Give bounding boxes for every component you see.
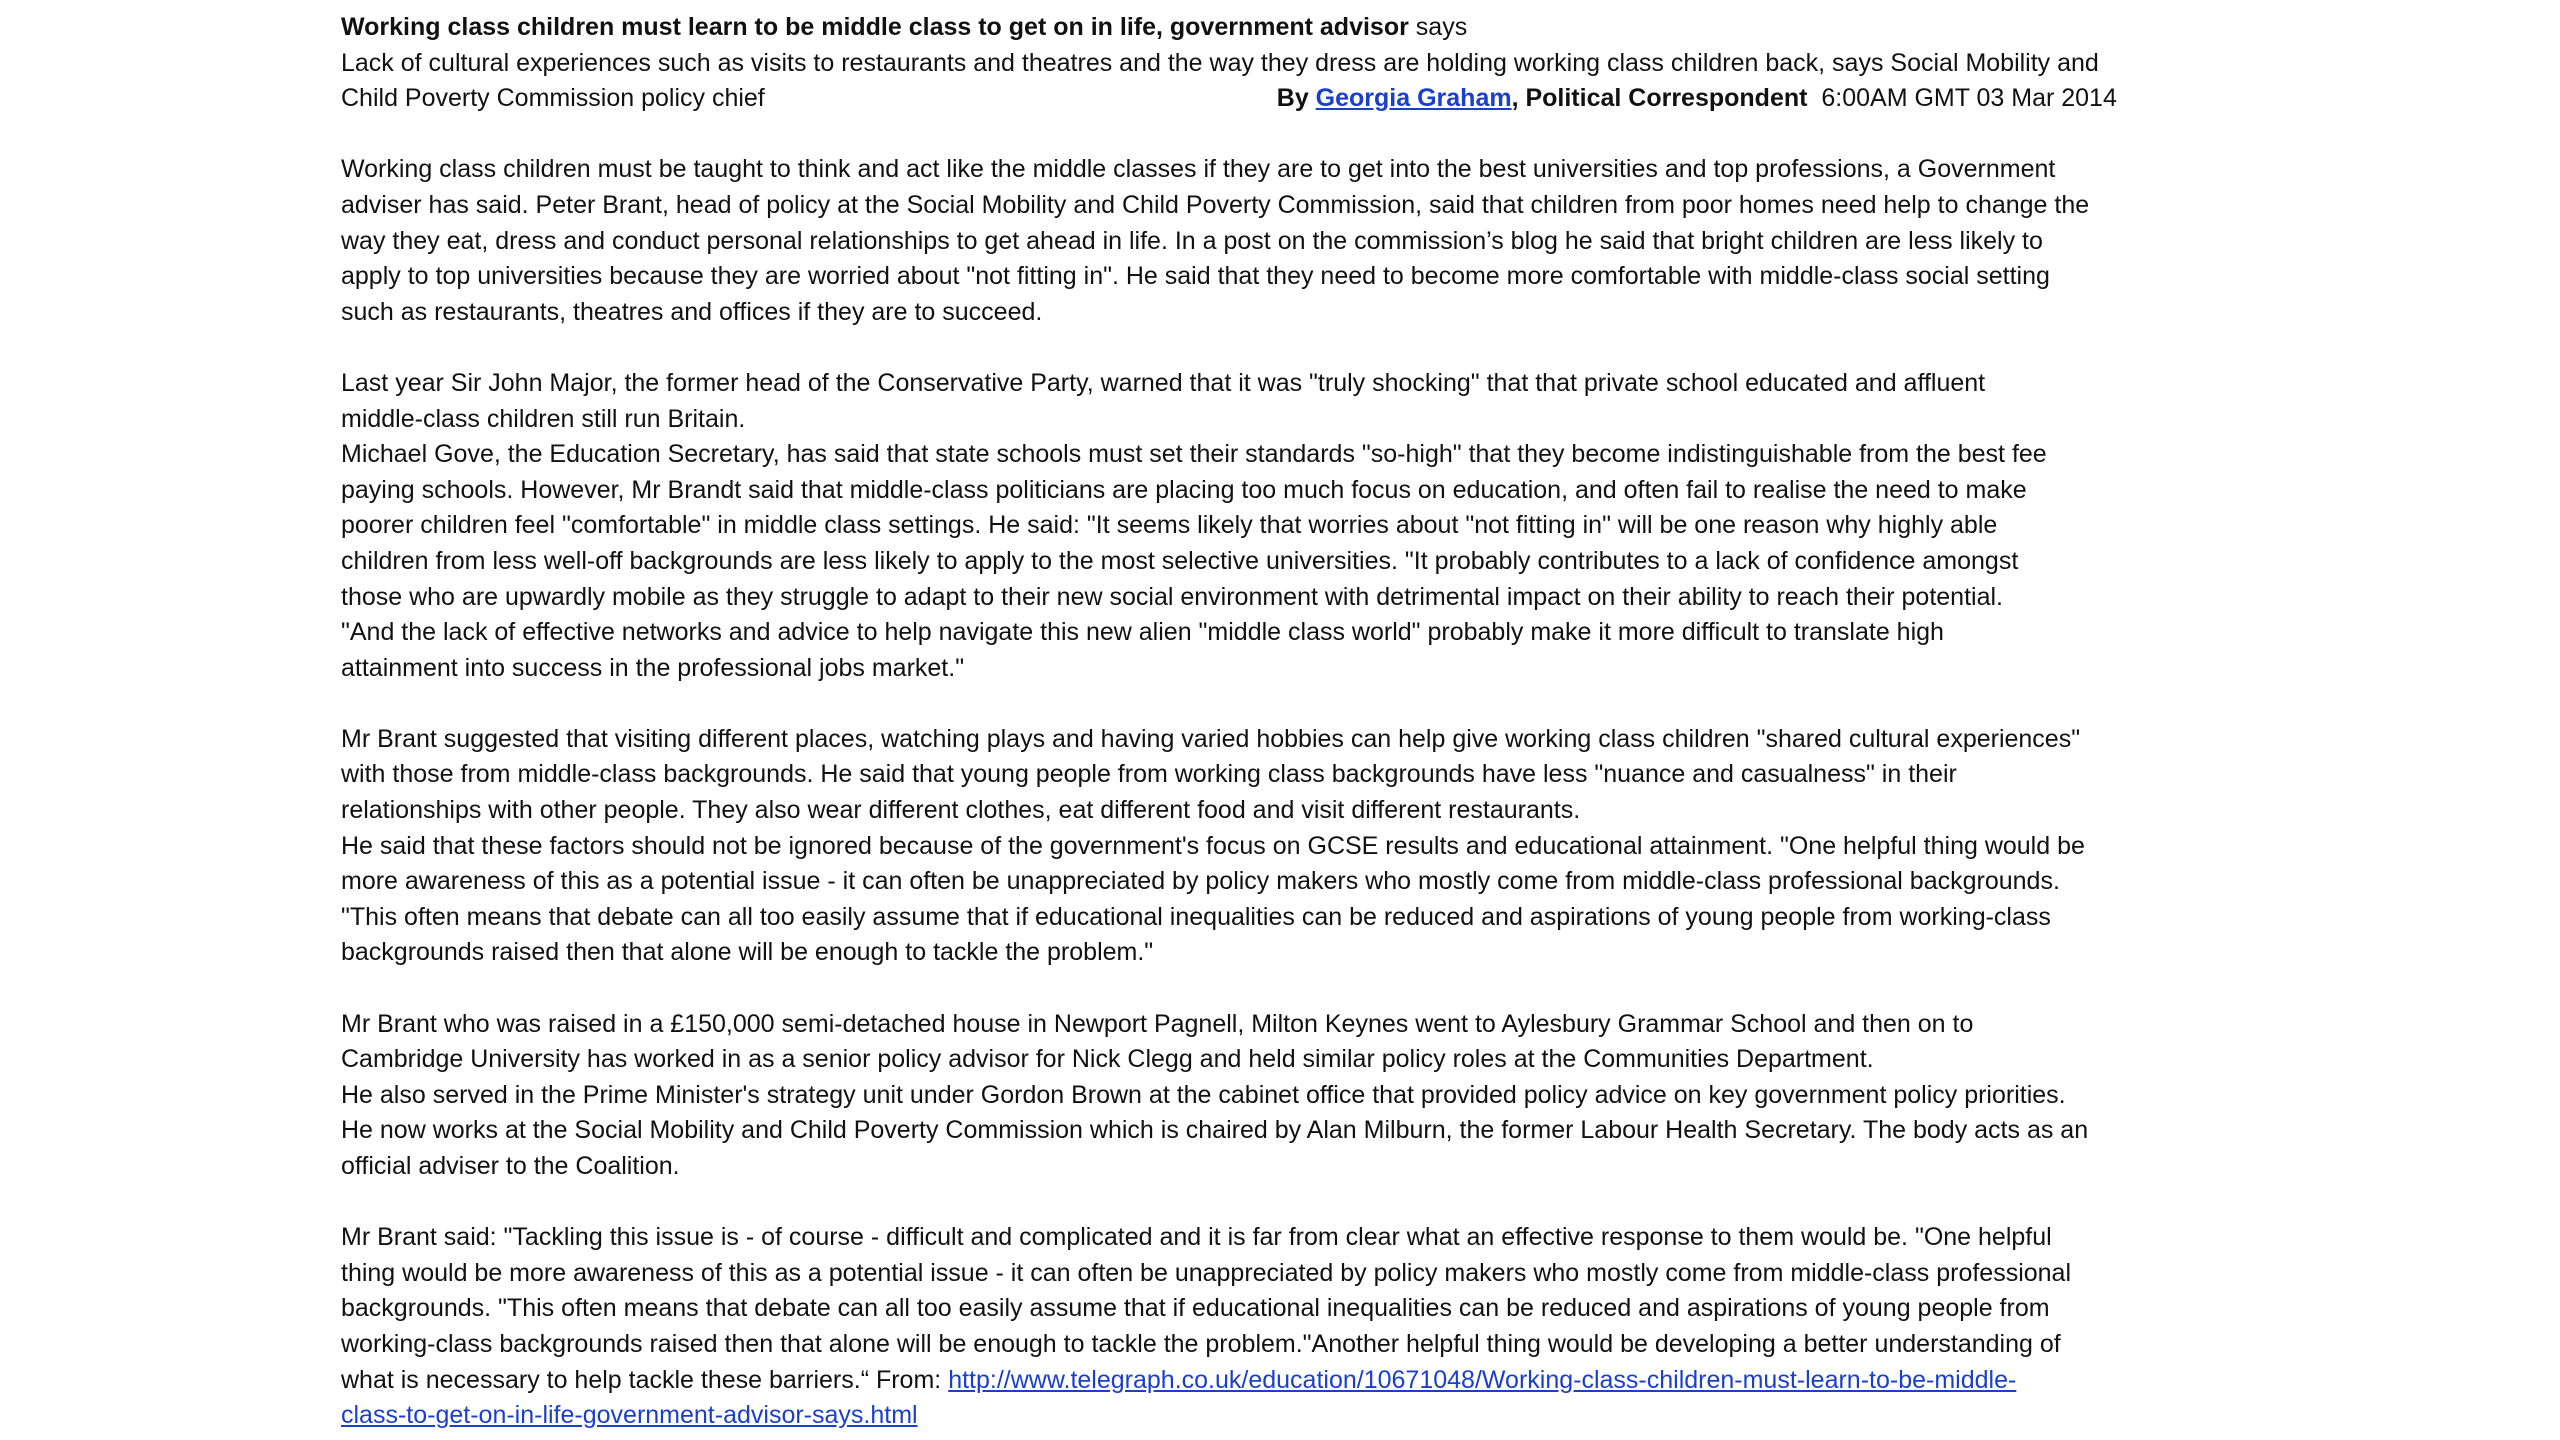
body-line: official adviser to the Coalition. — [341, 1152, 680, 1180]
body-line: "And the lack of effective networks and advice to help navigate this new alien "middle class world" probably make it more difficult to translate high — [341, 618, 1944, 647]
body-line: "This often means that debate can all too easily assume that if educational inequalities can be reduced and aspirations of young people from working-class — [341, 902, 2051, 931]
paragraph-4 — [341, 1007, 2251, 1185]
paragraph-3 — [341, 722, 2251, 971]
standfirst-line: Lack of cultural experiences such as visits to restaurants and theatres and the way they dress are holding working class children back, says Social Mobility and — [341, 48, 2099, 77]
source-url-link[interactable]: http://www.telegraph.co.uk/education/10671048/Working-class-children-must-learn-to-be-middle- — [948, 1365, 2017, 1394]
body-line: apply to top universities because they are worried about "not fitting in". He said that they need to become more comfortable with middle-class social setting — [341, 262, 2050, 291]
body-line: Mr Brant said: "Tackling this issue is - of course - difficult and complicated and it is far from clear what an effective response to them would be. "One helpful — [341, 1223, 2052, 1252]
timestamp: 6:00AM GMT 03 Mar 2014 — [1821, 84, 2117, 113]
headline-tail: says — [1408, 13, 1468, 41]
body-line: with those from middle-class backgrounds. He said that young people from working class backgrounds have less "nuance and casualness" in their — [341, 760, 1957, 789]
paragraph-1 — [341, 152, 2251, 330]
article-document — [341, 10, 2251, 1434]
body-line: working-class backgrounds raised then that alone will be enough to tackle the problem."Another helpful thing would be developing a better understanding of — [341, 1329, 2061, 1358]
byline-prefix: By — [1276, 84, 1316, 113]
body-line: way they eat, dress and conduct personal relationships to get ahead in life. In a post on the commission’s blog he said that bright children are less likely to — [341, 226, 2043, 255]
paragraph-5 — [341, 1220, 2251, 1434]
standfirst-byline-row — [341, 81, 2251, 117]
body-line: relationships with other people. They also wear different clothes, eat different food and visit different restaurants. — [341, 796, 1581, 825]
body-line: thing would be more awareness of this as a potential issue - it can often be unappreciated by policy makers who mostly come from middle-class professional — [341, 1258, 2072, 1287]
body-line: He also served in the Prime Minister's strategy unit under Gordon Brown at the cabinet office that provided policy advice on key government policy priorities. — [341, 1080, 2066, 1109]
body-line: Cambridge University has worked in as a senior policy advisor for Nick Clegg and held similar policy roles at the Communities Department. — [341, 1045, 1874, 1074]
body-line: backgrounds raised then that alone will be enough to tackle the problem." — [341, 938, 1154, 967]
headline-bold: Working class children must learn to be middle class to get on in life, government advisor — [341, 13, 1409, 41]
standfirst-line: Child Poverty Commission policy chief — [341, 84, 765, 113]
author-link[interactable]: Georgia Graham — [1315, 84, 1512, 113]
source-line — [341, 1363, 2251, 1399]
body-line: Last year Sir John Major, the former head of the Conservative Party, warned that it was "truly shocking" that that private school educated and affluent — [341, 368, 1986, 397]
body-line: more awareness of this as a potential issue - it can often be unappreciated by policy makers who mostly come from middle-class professional backgrounds. — [341, 867, 2060, 896]
author-role: , Political Correspondent — [1511, 84, 1808, 113]
headline — [341, 10, 2251, 46]
body-line: such as restaurants, theatres and offices if they are to succeed. — [341, 297, 1043, 326]
body-line: Michael Gove, the Education Secretary, has said that state schools must set their standards "so-high" that they become indistinguishable from the best fee — [341, 440, 2047, 469]
source-line-2 — [341, 1398, 2251, 1434]
body-line: Mr Brant suggested that visiting different places, watching plays and having varied hobbies can help give working class children "shared cultural experiences" — [341, 724, 2081, 753]
source-prefix: what is necessary to help tackle these barriers.“ From: — [341, 1365, 949, 1394]
source-url-link-continued[interactable]: class-to-get-on-in-life-government-advisor-says.html — [341, 1401, 918, 1430]
body-line: children from less well-off backgrounds are less likely to apply to the most selective universities. "It probably contributes to a lack of confidence amongst — [341, 546, 2019, 575]
body-line: He now works at the Social Mobility and Child Poverty Commission which is chaired by Alan Milburn, the former Labour Health Secretary. The body acts as an — [341, 1116, 2089, 1145]
body-line: paying schools. However, Mr Brandt said that middle-class politicians are placing too much focus on education, and often fail to realise the need to make — [341, 475, 2027, 504]
body-line: Working class children must be taught to think and act like the middle classes if they are to get into the best universities and top professions, a Government — [341, 155, 2056, 184]
body-line: He said that these factors should not be ignored because of the government's focus on GCSE results and educational attainment. "One helpful thing would be — [341, 831, 2085, 860]
body-line: poorer children feel "comfortable" in middle class settings. He said: "It seems likely that worries about "not fitting in" will be one reason why highly able — [341, 511, 1998, 540]
body-line: backgrounds. "This often means that debate can all too easily assume that if educational inequalities can be reduced and aspirations of young people from — [341, 1294, 2050, 1323]
body-line: middle-class children still run Britain. — [341, 404, 746, 433]
body-line: attainment into success in the professional jobs market." — [341, 653, 965, 682]
paragraph-2 — [341, 366, 2251, 686]
body-line: Mr Brant who was raised in a £150,000 semi-detached house in Newport Pagnell, Milton Keynes went to Aylesbury Grammar School and then on to — [341, 1009, 1974, 1038]
body-line: those who are upwardly mobile as they struggle to adapt to their new social environment with detrimental impact on their ability to reach their potential. — [341, 582, 2003, 611]
body-line: adviser has said. Peter Brant, head of policy at the Social Mobility and Child Poverty Commission, said that children from poor homes need help to change the — [341, 190, 2090, 219]
